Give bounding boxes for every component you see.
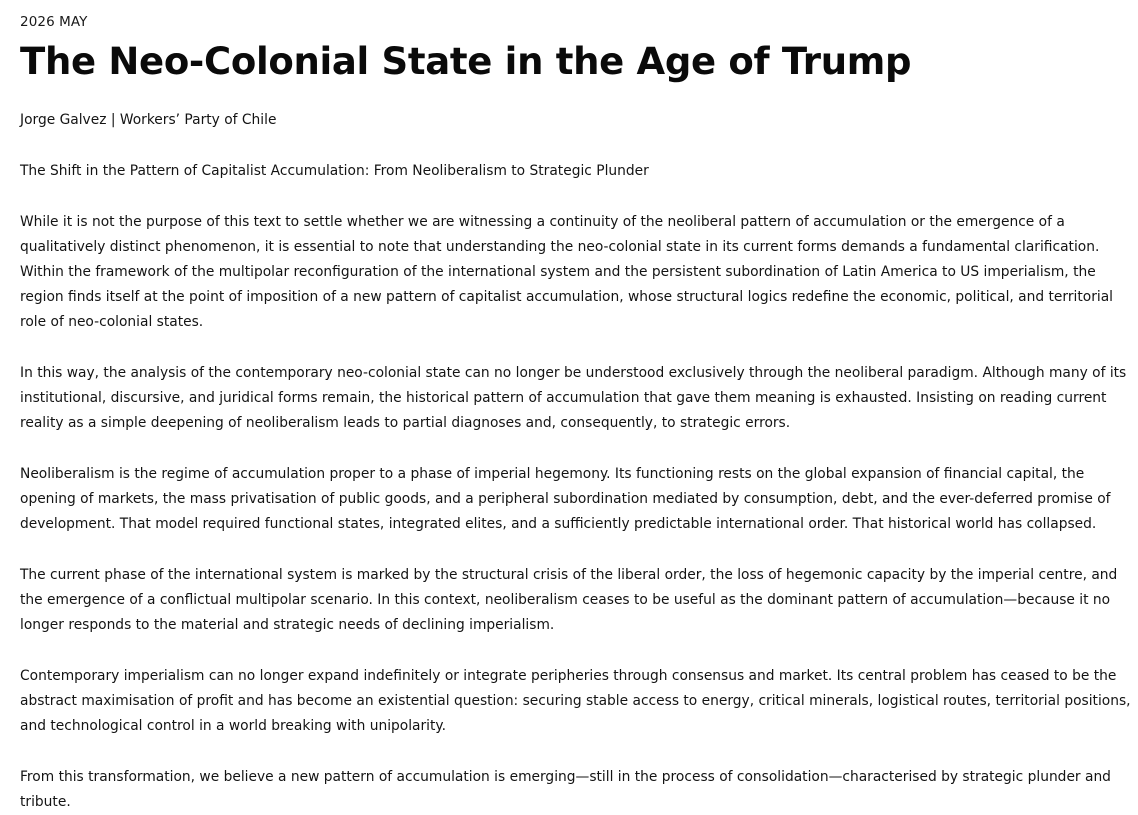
- paragraph-4: The current phase of the international system is marked by the structural crisis of the liberal order, the loss of hegemonic capacity by the imperial centre, and the emergence of a conflictual multipolar scenario. In this context, neoliberalism ceases to be useful as the dominant pattern of accumulation—because it no longer responds to the material and strategic needs of declining imperialism.: [20, 567, 1118, 633]
- paragraph-2: In this way, the analysis of the contemporary neo-colonial state can no longer be understood exclusively through the neoliberal paradigm. Although many of its institutional, discursive, and juridical forms remain, the historical pattern of accumulation that gave them meaning is exhausted. Insisting on reading current reality as a simple deepening of neoliberalism leads to partial diagnoses and, consequently, to strategic errors.: [20, 365, 1127, 431]
- article-byline: Jorge Galvez | Workers’ Party of Chile: [20, 112, 277, 128]
- publication-date: 2026 MAY: [20, 14, 88, 30]
- paragraph-1: While it is not the purpose of this text to settle whether we are witnessing a continuity of the neoliberal pattern of accumulation or the emergence of a qualitatively distinct phenomenon, it is essential to note that understanding the neo-colonial state in its current forms demands a fundamental clarification. Within the framework of the multipolar reconfiguration of the international system and the persistent subordination of Latin America to US imperialism, the region finds itself at the point of imposition of a new pattern of capitalist accumulation, whose structural logics redefine the economic, political, and territorial role of neo-colonial states.: [20, 214, 1113, 330]
- paragraph-3: Neoliberalism is the regime of accumulation proper to a phase of imperial hegemony. Its functioning rests on the global expansion of financial capital, the opening of markets, the mass privatisation of public goods, and a peripheral subordination mediated by consumption, debt, and the ever-deferred promise of development. That model required functional states, integrated elites, and a sufficiently predictable international order. That historical world has collapsed.: [20, 466, 1111, 532]
- paragraph-5: Contemporary imperialism can no longer expand indefinitely or integrate peripheries through consensus and market. Its central problem has ceased to be the abstract maximisation of profit and has become an existential question: securing stable access to energy, critical minerals, logistical routes, territorial positions, and technological control in a world breaking with unipolarity.: [20, 668, 1131, 734]
- article-title: The Neo-Colonial State in the Age of Trump: [20, 40, 912, 83]
- article: [20, 12, 1134, 815]
- paragraph-6: From this transformation, we believe a new pattern of accumulation is emerging—still in the process of consolidation—characterised by strategic plunder and tribute.: [20, 769, 1111, 810]
- section-heading: The Shift in the Pattern of Capitalist Accumulation: From Neoliberalism to Strategic Plunder: [20, 163, 649, 179]
